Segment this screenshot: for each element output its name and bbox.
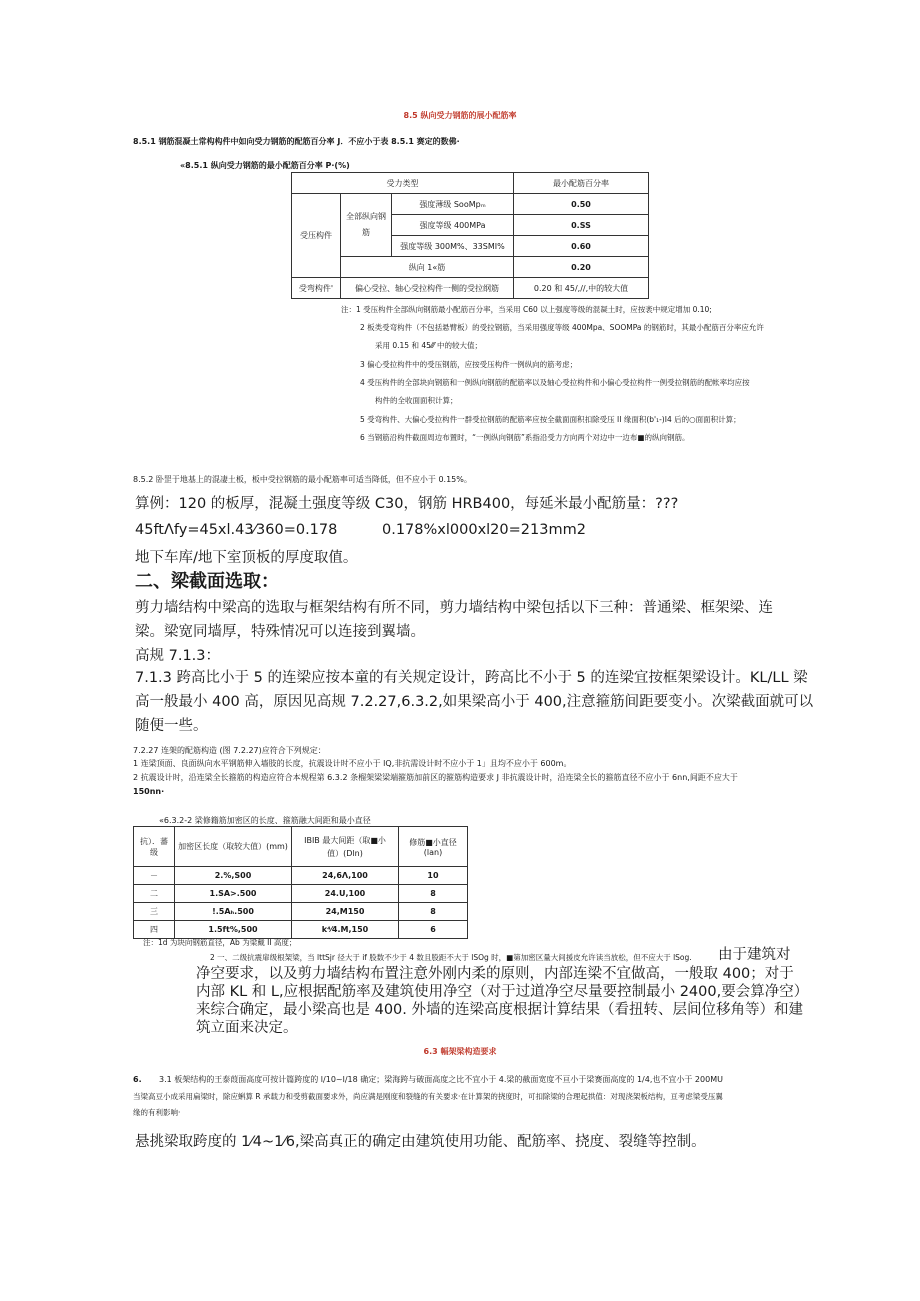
note-line: 3 偏心受拉构件中的受压钢筋，应按受压构件一例纵向的筋考虑；	[360, 360, 578, 369]
clause-6-lead: 6.	[133, 1075, 142, 1084]
table1-row-value: 0.20	[514, 257, 649, 278]
paragraph-line: 高规 7.1.3：	[135, 648, 221, 664]
final-paragraph: 悬挑梁取跨度的 1⁄4~1⁄6,梁高真正的确定由建筑使用功能、配筋率、挠度、裂缝等控制。	[135, 1134, 706, 1150]
section-title-6-3: 6.3 幅架梁构造要求	[423, 1047, 497, 1056]
table2-cell: 24,M150	[292, 903, 399, 921]
table1-row-value: 0.60	[514, 236, 649, 257]
paragraph-line: 剪力墙结构中梁高的选取与框架结构有所不同，剪力墙结构中梁包括以下三种：普通梁、框架梁、连	[135, 600, 773, 616]
clause-8-5-1: 8.5.1 钢筋混凝土常构构件中如向受力钢筋的配筋百分率 J．不应小于表 8.5.1 赛定的数佛·	[133, 137, 460, 146]
table1-head-ratio: 最小配筋百分率	[514, 173, 649, 194]
table2-caption: «6.3.2-2 梁修籍筋加密区的长度、箍筋融大间距和最小直径	[159, 816, 371, 825]
table2-note: 注：1d 为块向钢筋直径，Ab 为梁戴 II 高度；	[143, 938, 297, 947]
table2-head-spacing	[292, 827, 399, 867]
table1-row-label: 强度等级 300M%、33SMI%	[392, 236, 514, 257]
table2-cell: 三	[134, 903, 175, 921]
section-title-8-5: 8.5 纵向受力钢筋的展小配筋率	[403, 111, 517, 120]
clause-6-3-1-line: 当梁高豆小成采用扁梁时，除应蝌算 R 承载力和受剪截面要求外，尚应满是刚度和裂缝的有关要求·在计算架的挠度时，可扣除梁的合理起拱值：对现浇架板结构，亘考虑梁受压翼	[133, 1092, 723, 1101]
example-calc-a: 45ftΛfy=45xl.43⁄360=0.178	[135, 522, 338, 538]
note-line: 2 板类受弯构件（不包括悬臂板）的受拉钢筋，当采用强度等级 400Mpa、SOOMPa 的钢筋时，其最小配筋百分率应允许	[360, 323, 764, 332]
table1-row-value: 0.20 和 45/,//,中的较大值	[514, 278, 649, 299]
table1-row-label: 偏心受拉、轴心受拉构件一侧的受拉纲筋	[341, 278, 514, 299]
table2-cell: 8	[399, 903, 468, 921]
table1-row-value: 0.50	[514, 194, 649, 215]
table2-cell: 1.SA>.500	[175, 885, 292, 903]
table2-cell: 2.%,S00	[175, 867, 292, 885]
table2-head-spacing-line: IBIB 最大间距（取■小	[304, 835, 386, 845]
clause-7-2-27-line: 150nn·	[133, 787, 165, 796]
table1-row-label: 强度等级 400MPa	[392, 215, 514, 236]
table2-cell: 二	[134, 885, 175, 903]
table2-cell: －	[134, 867, 175, 885]
table1-row-value: 0.SS	[514, 215, 649, 236]
clause-7-2-27-line: 1 连梁顶面、良面纵向水平钢筋伸入墙肢的长度，抗震设计时不应小于 lQ,非抗需设计时不应小于 1」且均不应小于 600m。	[133, 759, 572, 768]
note-line: 注：1 受压构件全部纵向钢筋最小配筋百分率，当采用 C60 以上强度等级的混凝土时，应按袤中规定增加 0.10;	[341, 305, 712, 314]
note-line: 4 受压构件的全部块向钢筋和一例纵向钢筋的配筋率以及轴心受拉构件和小偏心受拉构件一例受拉钢筋的配帐率均应按	[360, 378, 750, 387]
table1-group-compression: 受压构件	[292, 194, 341, 278]
table2-cell: 24.U,100	[292, 885, 399, 903]
paragraph-line: 净空要求，以及剪力墙结构布置注意外刚内柔的原则，内部连梁不宜做高，一般取 400；对于	[196, 966, 794, 982]
clause-6-3-1: 3.1 板架结构的王泰葭面高度可按计篇跨度的 l∕10~l∕18 确定；梁海跨与破面高度之比不宜小于 4.梁的截面宽度不亘小于梁赛面高度的 1/4,也不宜小于 200MU	[159, 1075, 723, 1084]
clause-7-2-27-line: 2 抗震设计时，沿连梁全长箍筋的构造应符合本规程第 6.3.2 条榴架梁梁端箍筋加前区的箍筋构造要求 J 非抗震设计时，沿连梁全长的箍筋直径不应小于 6nn,间距不应大于	[133, 773, 738, 782]
paragraph-line: 筑立面来决定。	[196, 1020, 298, 1036]
example-line: 算例：120 的板厚，混凝土强度等级 C30，钢筋 HRB400，每延米最小配筋量：???	[135, 496, 679, 512]
section2-heading: 二、梁截面选取：	[135, 571, 279, 592]
stirrup-table	[133, 826, 468, 939]
table2-head-length: 加密区长度（取较大值）(mm)	[175, 827, 292, 867]
table2-cell: k⁴⁄4.M,150	[292, 921, 399, 939]
example-line: 地下车库/地下室顶板的厚度取值。	[135, 550, 358, 566]
clause-7-2-27: 7.2.27 连架的配筋构造 (图 7.2.27)应符合下列规定：	[133, 746, 326, 755]
note-line: 采用 0.15 和 45⁄⁄⁄ 中的较大值；	[375, 341, 483, 350]
note-line: 5 受弯构件、大偏心受拉构件一群受拉钢筋的配筋率应按全截面面积扣除受压 II 缘面积(b'₁-)I4 后的○面面积计算；	[360, 415, 741, 424]
table2-head-diameter: 修筋■小直径(lan)	[399, 827, 468, 867]
table1-head-type: 受力类型	[292, 173, 514, 194]
min-reinforcement-table	[291, 172, 649, 299]
table2-cell: 6	[399, 921, 468, 939]
table2-cell: 10	[399, 867, 468, 885]
paragraph-line: 来综合确定，最小梁高也是 400. 外墙的连梁高度根据计算结果（看扭转、层间位移角等）和建	[196, 1002, 803, 1018]
table2-cell: 24,6Λ,100	[292, 867, 399, 885]
table2-head-grade: 抗）．蕃级	[134, 827, 175, 867]
table1-row-label: 纵向 1«筋	[341, 257, 514, 278]
paragraph-line: 高一般最小 400 高，原因见高规 7.2.27,6.3.2,如果梁高小于 400,注意箍筋间距要变小。次梁截面就可以	[135, 694, 814, 710]
table1-group-bending: 受弯构件'	[292, 278, 341, 299]
table1-group-all-long: 全部纵向钢筋	[341, 194, 392, 257]
note-line: 构件的全收面面积计算；	[375, 396, 458, 405]
table2-head-spacing-line: 值）(Dln)	[327, 848, 363, 858]
clause-8-5-2: 8.5.2 卧罡于地基上的混凄土板，板中受拉钢筋的最小配筋率可适当降低，但不应小于 0.15%。	[133, 475, 472, 484]
paragraph-line: 内部 KL 和 L,应根据配筋率及建筑使用净空（对于过道净空尽量要控制最小 2400,要会算净空）	[196, 984, 809, 1000]
note-line: 6 当钢筋沿构件截面周边布置时，“一例纵向钢筋”系指沿受力方向两个对边中一边布■的纵向钢筋。	[360, 433, 690, 442]
table1-row-label: 强度薄级 SooMpₘ	[392, 194, 514, 215]
table2-cell: 1.5ft%,500	[175, 921, 292, 939]
paragraph-line: 梁。梁宽同墙厚，特殊情况可以连接到翼墙。	[135, 624, 425, 640]
mixed-small-text: 2 一、二级抗震扉级根架梁，当 lttSjr 径大于 if 股数不少于 4 数且股距不大于 lSOg 时，■第加密区量大间援皮允许读当放松，但不应大于 lSog.	[210, 953, 692, 962]
paragraph-line: 随便一些。	[135, 718, 208, 734]
table2-cell: 四	[134, 921, 175, 939]
paragraph-line: 7.1.3 跨高比小于 5 的连梁应按本童的有关规定设计，跨高比不小于 5 的连梁宜按框架梁设计。KL/LL 梁	[135, 670, 808, 686]
paragraph-line: 由于建筑对	[718, 947, 791, 963]
clause-6-3-1-line: 缘的有利影响·	[133, 1108, 181, 1117]
example-calc-b: 0.178%xl000xl20=213mm2	[382, 522, 586, 538]
table2-cell: !.5Aₕ.500	[175, 903, 292, 921]
table2-cell: 8	[399, 885, 468, 903]
table1-caption: «8.5.1 纵向受力钢筋的最小配筋百分率 P·(%)	[180, 161, 350, 170]
